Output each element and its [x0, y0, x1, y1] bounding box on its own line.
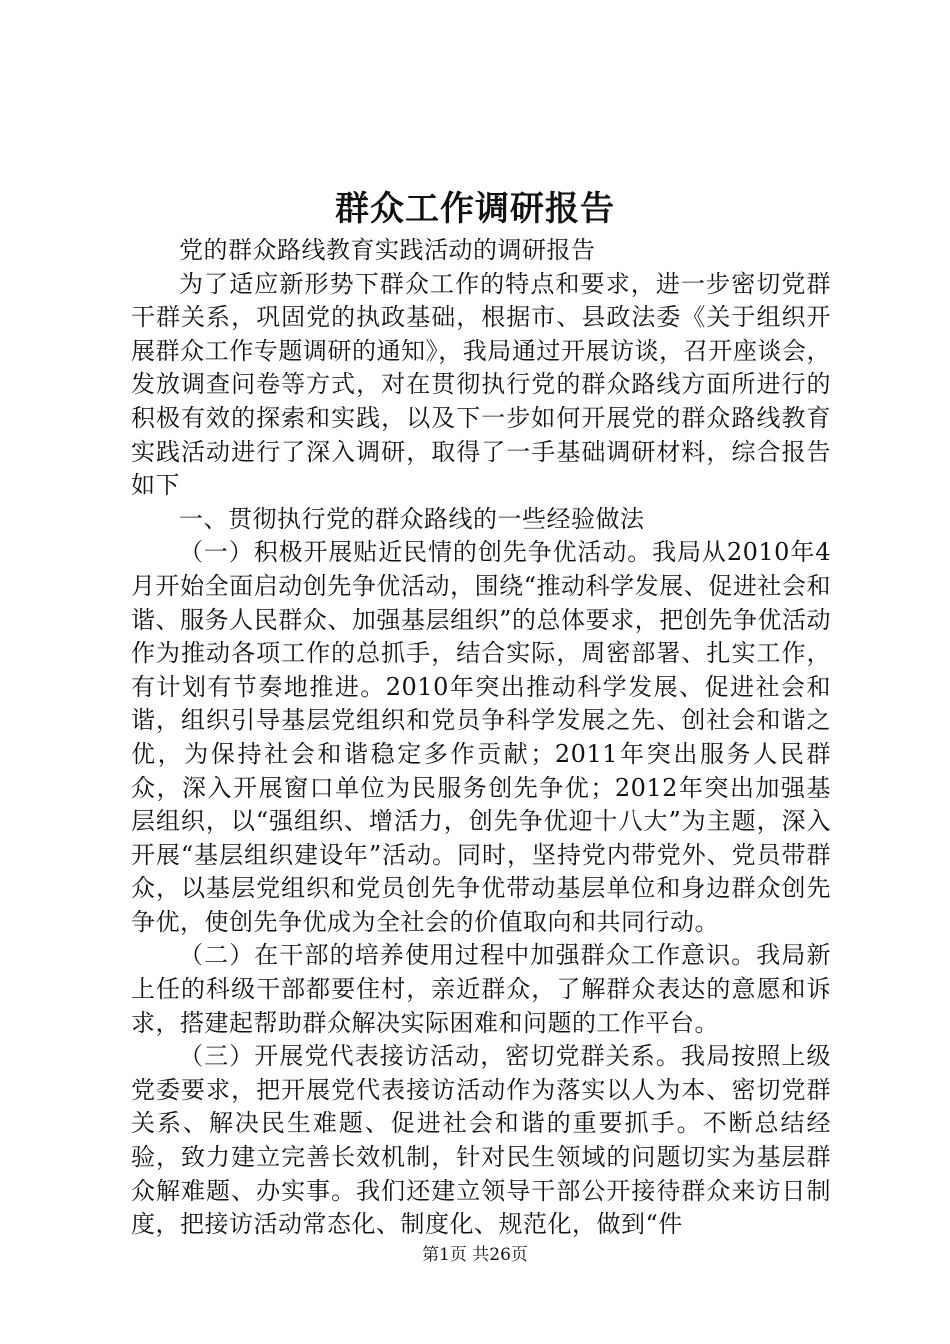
- section-heading: 一、贯彻执行党的群众路线的一些经验做法: [179, 504, 645, 533]
- subtitle-paragraph: 党的群众路线教育实践活动的调研报告: [179, 236, 596, 264]
- body-paragraph: （一）积极开展贴近民情的创先争优活动。我局从2010年4月开始全面启动创先争优活动，围绕“推动科学发展、促进社会和谐、服务人民群众、加强基层组织”的总体要求，把创先争优活动作为推动各项工作的总抓手，结合实际，周密部署、扎实工作，有计划有节奏地推进。2010年突出推动科学发展、促进社会和谐，组织引导基层党组织和党员争科学发展之先、创社会和谐之优，为保持社会和谐稳定多作贡献；2011年突出服务人民群众，深入开展窗口单位为民服务创先争优；2012年突出加强基层组织，以“强组织、增活力，创先争优迎十八大”为主题，深入开展“基层组织建设年”活动。同时，坚持党内带党外、党员带群众，以基层党组织和党员创先争优带动基层单位和身边群众创先争优，使创先争优成为全社会的价值取向和共同行动。: [131, 538, 831, 936]
- body-paragraph: （二）在干部的培养使用过程中加强群众工作意识。我局新上任的科级干部都要住村，亲近群众，了解群众表达的意愿和诉求，搭建起帮助群众解决实际困难和问题的工作平台。: [131, 941, 831, 1037]
- document-title: 群众工作调研报告: [335, 189, 615, 229]
- body-paragraph: （三）开展党代表接访活动，密切党群关系。我局按照上级党委要求，把开展党代表接访活动作为落实以人为本、密切党群关系、解决民生难题、促进社会和谐的重要抓手。不断总结经验，致力建立完善长效机制，针对民生领域的问题切实为基层群众解难题、办实事。我们还建立领导干部公开接待群众来访日制度，把接访活动常态化、制度化、规范化，做到“件: [131, 1042, 831, 1239]
- document-body: [131, 234, 831, 1242]
- intro-paragraph: 为了适应新形势下群众工作的特点和要求，进一步密切党群干群关系，巩固党的执政基础，根据市、县政法委《关于组织开展群众工作专题调研的通知》，我局通过开展访谈，召开座谈会，发放调查问卷等方式，对在贯彻执行党的群众路线方面所进行的积极有效的探索和实践，以及下一步如何开展党的群众路线教育实践活动进行了深入调研，取得了一手基础调研材料，综合报告如下: [131, 269, 831, 500]
- page-footer: 第1页 共26页: [422, 1245, 528, 1265]
